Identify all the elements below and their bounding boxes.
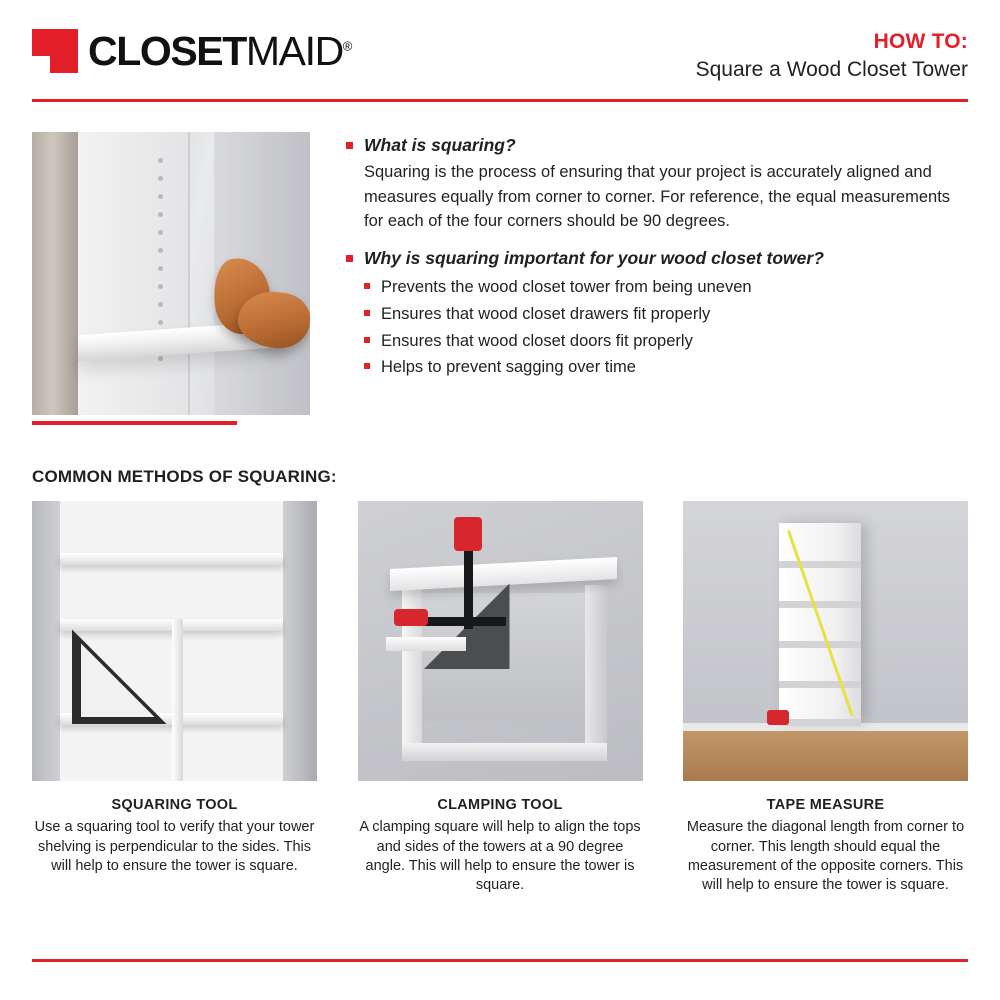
method-body: Measure the diagonal length from corner to corner. This length should equal the measurement of the opposite corners. This will help to ensure the tower is square. [686, 819, 965, 893]
methods-grid [32, 501, 968, 895]
closet-shelf-with-shoes-photo [32, 132, 310, 415]
photo-shelf-bar [386, 637, 466, 651]
list-item [364, 301, 968, 328]
logo-mark-icon [32, 29, 78, 73]
logo-wordmark [88, 27, 353, 74]
header-title-block [696, 28, 968, 83]
method-card-clamping-tool [358, 501, 643, 895]
intro-photo-underline [32, 421, 237, 425]
why-squaring-heading: Why is squaring important for your wood closet tower? [364, 248, 824, 269]
photo-curtain [32, 132, 78, 415]
tape-measure-diagonal-on-tower-photo [683, 501, 968, 781]
tape-measure-body-icon [767, 710, 789, 725]
square-bullet-icon [364, 363, 370, 369]
closetmaid-logo [32, 28, 352, 74]
logo-text-thin: MAID [245, 27, 343, 74]
method-card-squaring-tool [32, 501, 317, 895]
list-item [364, 354, 968, 381]
photo-side-panel [78, 132, 190, 415]
why-squaring-block [346, 247, 968, 381]
what-is-squaring-body: Squaring is the process of ensuring that your project is accurately aligned and measures equally from corner to corner. For reference, the equal measurements for each of the four corners should be 90 degrees. [364, 163, 951, 230]
method-body: Use a squaring tool to verify that your tower shelving is perpendicular to the sides. This will help to ensure the tower is square. [34, 819, 315, 874]
photo-right-wall [283, 501, 317, 781]
logo-text-bold: CLOSET [88, 27, 246, 74]
document-header [32, 0, 968, 83]
list-item-label: Ensures that wood closet doors fit properly [381, 331, 693, 350]
photo-cabinet-bottom [402, 743, 607, 761]
method-title: CLAMPING TOOL [437, 797, 563, 814]
square-bullet-icon [364, 337, 370, 343]
method-card-tape-measure [683, 501, 968, 895]
method-title: TAPE MEASURE [766, 797, 885, 814]
list-item [364, 274, 968, 301]
clamp-handle-left-icon [394, 609, 428, 626]
method-body: A clamping square will help to align the tops and sides of the towers at a 90 degree angle. This will help to ensure the tower is square. [359, 819, 641, 893]
list-item [364, 328, 968, 355]
clamping-square-on-cabinet-photo [358, 501, 643, 781]
list-item-label: Ensures that wood closet drawers fit properly [381, 304, 711, 323]
photo-left-wall [32, 501, 60, 781]
intro-text-block [310, 132, 968, 425]
photo-cabinet-right-side [585, 585, 607, 753]
what-is-squaring-block [346, 134, 968, 233]
square-bullet-icon [364, 283, 370, 289]
methods-section-title: COMMON METHODS OF SQUARING: [32, 467, 337, 487]
square-bullet-icon [346, 255, 353, 262]
what-is-squaring-heading: What is squaring? [364, 135, 516, 156]
list-item-label: Prevents the wood closet tower from being uneven [381, 278, 752, 297]
howto-label: HOW TO: [873, 30, 968, 53]
header-divider [32, 99, 968, 102]
squaring-tool-on-shelf-photo [32, 501, 317, 781]
footer-divider [32, 959, 968, 962]
square-bullet-icon [346, 142, 353, 149]
why-squaring-list [364, 274, 968, 381]
page-title: Square a Wood Closet Tower [695, 58, 968, 82]
intro-section [32, 132, 968, 425]
intro-photo-wrap [32, 132, 310, 425]
registered-mark-icon: ® [342, 37, 353, 53]
method-title: SQUARING TOOL [111, 797, 238, 814]
photo-wood-floor [683, 727, 968, 781]
square-bullet-icon [364, 310, 370, 316]
squaring-tool-icon [72, 629, 167, 724]
list-item-label: Helps to prevent sagging over time [381, 358, 636, 377]
clamp-handle-top-icon [454, 517, 482, 551]
